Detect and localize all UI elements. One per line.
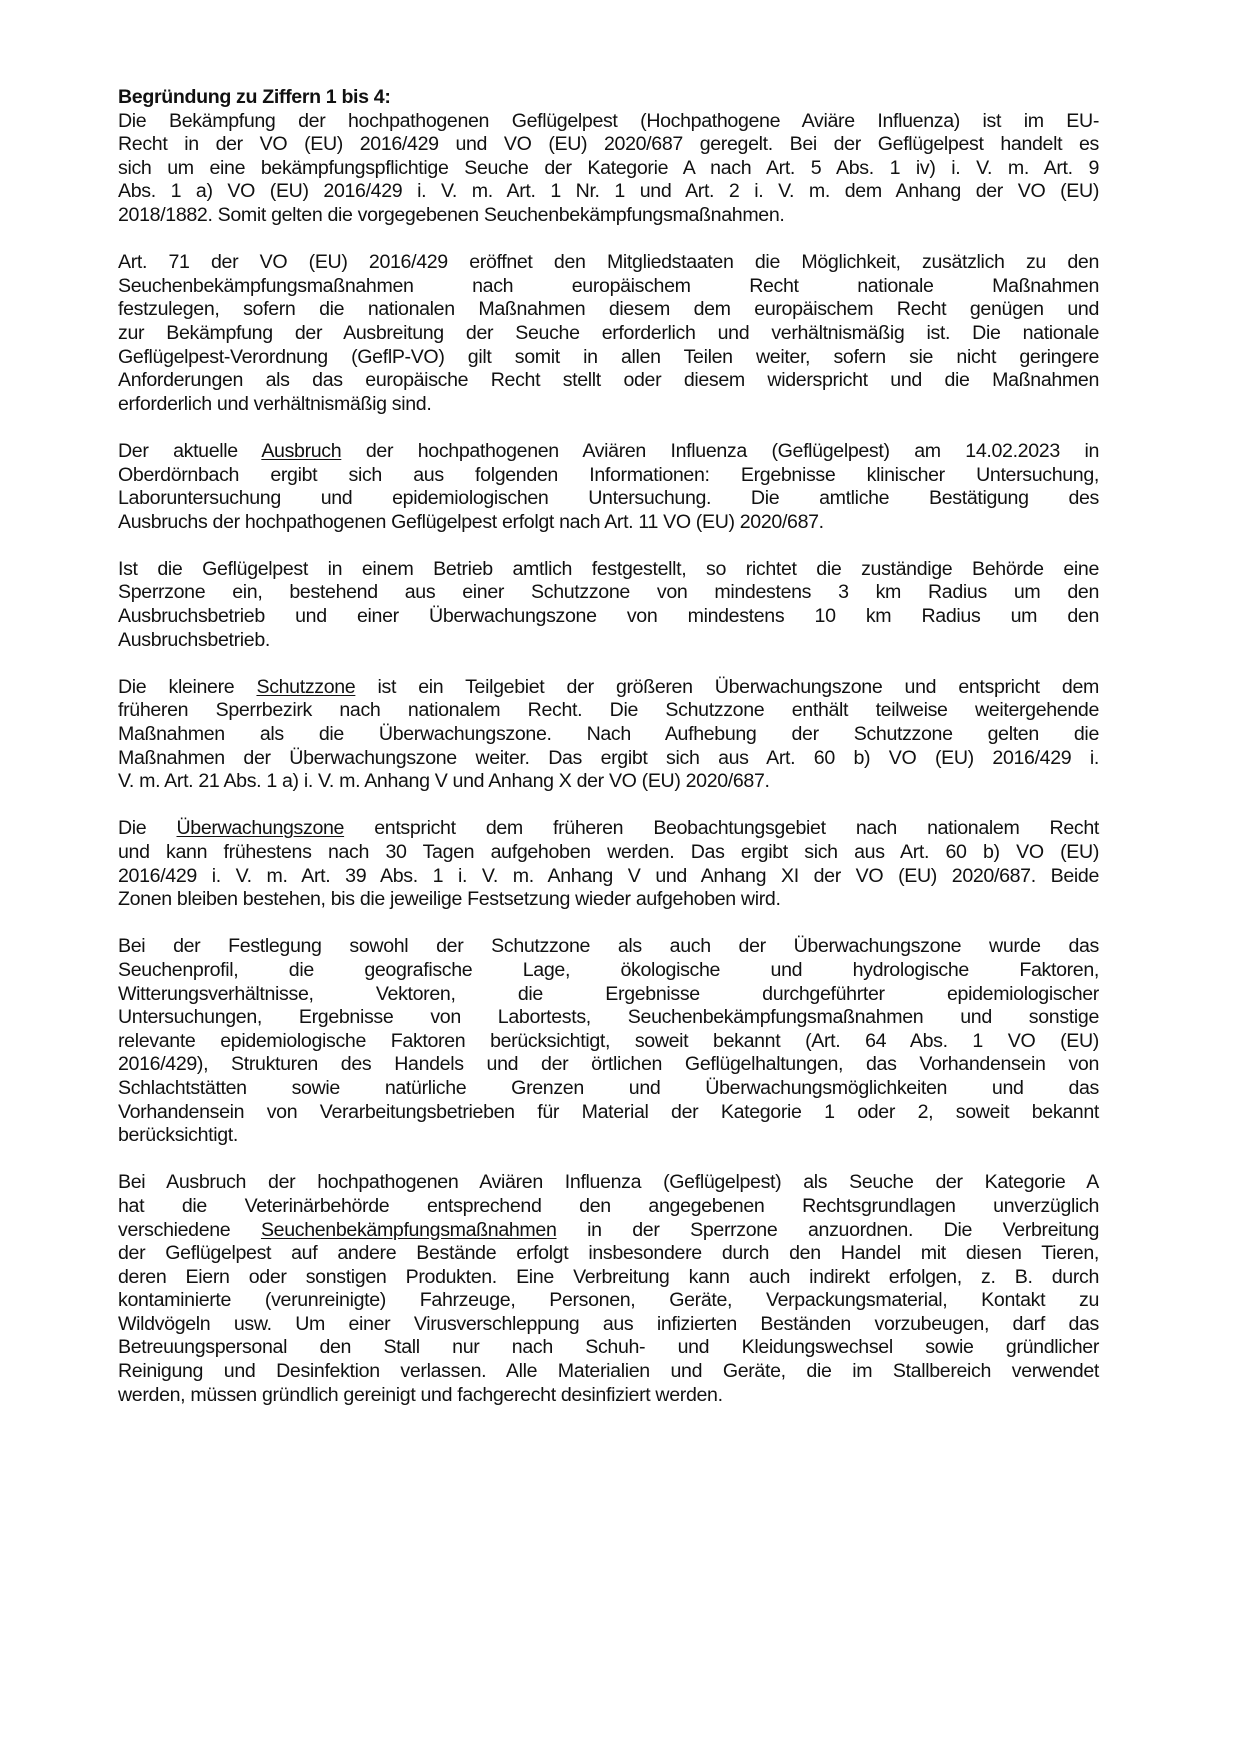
text-line — [118, 676, 1099, 700]
paragraph-sperrzone — [118, 558, 1099, 652]
text-line: Bei Ausbruch der hochpathogenen Aviären Influenza (Geflügelpest) als Seuche der Kategorie A — [118, 1171, 1099, 1194]
text-line: der Geflügelpest auf andere Bestände erfolgt insbesondere durch den Handel mit diesen Tieren, — [118, 1242, 1099, 1265]
text-line: Recht in der VO (EU) 2016/429 und VO (EU) 2020/687 geregelt. Bei der Geflügelpest handelt es — [118, 133, 1099, 156]
paragraph-legal-basis — [118, 110, 1099, 228]
underlined-term-schutzzone: Schutzzone — [256, 675, 356, 698]
text-line: Geflügelpest-Verordnung (GeflP-VO) gilt somit in allen Teilen weiter, sofern sie nicht geringere — [118, 345, 1099, 368]
text-line: Laboruntersuchung und epidemiologischen Untersuchung. Die amtliche Bestätigung des — [118, 487, 1099, 510]
text-line: Abs. 1 a) VO (EU) 2016/429 i. V. m. Art. 1 Nr. 1 und Art. 2 i. V. m. dem Anhang der VO (EU) — [118, 180, 1099, 203]
text-line: Art. 71 der VO (EU) 2016/429 eröffnet den Mitgliedstaaten die Möglichkeit, zusätzlich zu den — [118, 251, 1099, 274]
text-line: Zonen bleiben bestehen, bis die jeweilige Festsetzung wieder aufgehoben wird. — [118, 888, 781, 911]
text-line: Wildvögeln usw. Um einer Virusverschleppung aus infizierten Beständen vorzubeugen, darf das — [118, 1312, 1099, 1335]
paragraph-festlegung — [118, 935, 1099, 1147]
text-line: Vorhandensein von Verarbeitungsbetrieben für Material der Kategorie 1 oder 2, soweit bekannt — [118, 1100, 1099, 1123]
text-line: Bei der Festlegung sowohl der Schutzzone als auch der Überwachungszone wurde das — [118, 935, 1099, 958]
text-line: Seuchenprofil, die geografische Lage, ökologische und hydrologische Faktoren, — [118, 958, 1099, 981]
text-line: zur Bekämpfung der Ausbreitung der Seuche erforderlich und verhältnismäßig ist. Die nationale — [118, 321, 1099, 344]
text-fragment: der hochpathogenen Aviären Influenza (Geflügelpest) am 14.02.2023 in — [341, 439, 1099, 462]
text-line: Reinigung und Desinfektion verlassen. Alle Materialien und Geräte, die im Stallbereich verwendet — [118, 1360, 1099, 1383]
paragraph-art-71 — [118, 251, 1099, 416]
paragraph-ueberwachungszone — [118, 817, 1099, 911]
paragraph-schutzzone — [118, 676, 1099, 794]
underlined-term-ueberwachungszone: Überwachungszone — [176, 817, 345, 840]
text-line: Maßnahmen der Überwachungszone weiter. Das ergibt sich aus Art. 60 b) VO (EU) 2016/429 i. — [118, 746, 1099, 769]
text-line: Sperrzone ein, bestehend aus einer Schutzzone von mindestens 3 km Radius um den — [118, 581, 1099, 604]
text-line: Untersuchungen, Ergebnisse von Labortests, Seuchenbekämpfungsmaßnahmen und sonstige — [118, 1006, 1099, 1029]
text-line: Anforderungen als das europäische Recht stellt oder diesem widerspricht und die Maßnahmen — [118, 369, 1099, 392]
text-line: deren Eiern oder sonstigen Produkten. Eine Verbreitung kann auch indirekt erfolgen, z. B. durch — [118, 1265, 1099, 1288]
text-line: Die Bekämpfung der hochpathogenen Geflügelpest (Hochpathogene Aviäre Influenza) ist im EU- — [118, 109, 1099, 132]
text-fragment: Der aktuelle — [118, 439, 262, 462]
text-fragment: Die — [118, 817, 177, 840]
section-heading: Begründung zu Ziffern 1 bis 4: — [118, 86, 391, 108]
text-line: Ausbruchs der hochpathogenen Geflügelpest erfolgt nach Art. 11 VO (EU) 2020/687. — [118, 510, 824, 533]
text-line: Ausbruchsbetrieb und einer Überwachungszone von mindestens 10 km Radius um den — [118, 605, 1099, 628]
text-line: festzulegen, sofern die nationalen Maßnahmen diesem dem europäischem Recht genügen und — [118, 298, 1099, 321]
text-fragment: ist ein Teilgebiet der größeren Überwachungszone und entspricht dem — [355, 675, 1099, 698]
text-line: 2016/429 i. V. m. Art. 39 Abs. 1 i. V. m. Anhang V und Anhang XI der VO (EU) 2020/687. Beide — [118, 864, 1099, 887]
text-line: erforderlich und verhältnismäßig sind. — [118, 392, 432, 415]
paragraph-massnahmen — [118, 1171, 1099, 1407]
text-line: werden, müssen gründlich gereinigt und fachgerecht desinfiziert werden. — [118, 1383, 723, 1406]
text-line: relevante epidemiologische Faktoren berücksichtigt, soweit bekannt (Art. 64 Abs. 1 VO (EU) — [118, 1029, 1099, 1052]
text-line: Oberdörnbach ergibt sich aus folgenden Informationen: Ergebnisse klinischer Untersuchung, — [118, 463, 1099, 486]
text-line: sich um eine bekämpfungspflichtige Seuche der Kategorie A nach Art. 5 Abs. 1 iv) i. V. m. Art. 9 — [118, 156, 1099, 179]
document-page — [118, 86, 1099, 1431]
underlined-term-seuchenbekaempfungsmassnahmen: Seuchenbekämpfungsmaßnahmen — [260, 1218, 557, 1241]
text-line — [118, 817, 1099, 841]
text-line: Maßnahmen als die Überwachungszone. Nach Aufhebung der Schutzzone gelten die — [118, 723, 1099, 746]
underlined-term-ausbruch: Ausbruch — [261, 439, 342, 462]
text-line — [118, 440, 1099, 464]
paragraph-outbreak — [118, 440, 1099, 534]
text-line: Schlachtstätten sowie natürliche Grenzen und Überwachungsmöglichkeiten und das — [118, 1076, 1099, 1099]
text-line: berücksichtigt. — [118, 1124, 238, 1147]
text-line: Ausbruchsbetrieb. — [118, 628, 270, 651]
text-line: früheren Sperrbezirk nach nationalem Recht. Die Schutzzone enthält teilweise weitergehende — [118, 699, 1099, 722]
text-line — [118, 1219, 1099, 1243]
text-line: 2018/1882. Somit gelten die vorgegebenen Seuchenbekämpfungsmaßnahmen. — [118, 203, 785, 226]
text-line: und kann frühestens nach 30 Tagen aufgehoben werden. Das ergibt sich aus Art. 60 b) VO (EU) — [118, 841, 1099, 863]
text-line: 2016/429), Strukturen des Handels und der örtlichen Geflügelhaltungen, das Vorhandensein von — [118, 1053, 1099, 1076]
text-line: kontaminierte (verunreinigte) Fahrzeuge, Personen, Geräte, Verpackungsmaterial, Kontakt zu — [118, 1289, 1099, 1312]
text-fragment: verschiedene — [118, 1218, 261, 1241]
text-line: Ist die Geflügelpest in einem Betrieb amtlich festgestellt, so richtet die zuständige Behörde eine — [118, 557, 1099, 580]
text-line: Witterungsverhältnisse, Vektoren, die Ergebnisse durchgeführter epidemiologischer — [118, 982, 1099, 1005]
text-line: V. m. Art. 21 Abs. 1 a) i. V. m. Anhang V und Anhang X der VO (EU) 2020/687. — [118, 770, 770, 793]
text-line: Betreuungspersonal den Stall nur nach Schuh- und Kleidungswechsel sowie gründlicher — [118, 1336, 1099, 1359]
text-fragment: in der Sperrzone anzuordnen. Die Verbreitung — [556, 1218, 1099, 1241]
text-fragment: Die kleinere — [118, 675, 257, 698]
text-line: hat die Veterinärbehörde entsprechend den angegebenen Rechtsgrundlagen unverzüglich — [118, 1194, 1099, 1217]
text-line: Seuchenbekämpfungsmaßnahmen nach europäischem Recht nationale Maßnahmen — [118, 274, 1099, 297]
text-fragment: entspricht dem früheren Beobachtungsgebiet nach nationalem Recht — [344, 817, 1099, 840]
